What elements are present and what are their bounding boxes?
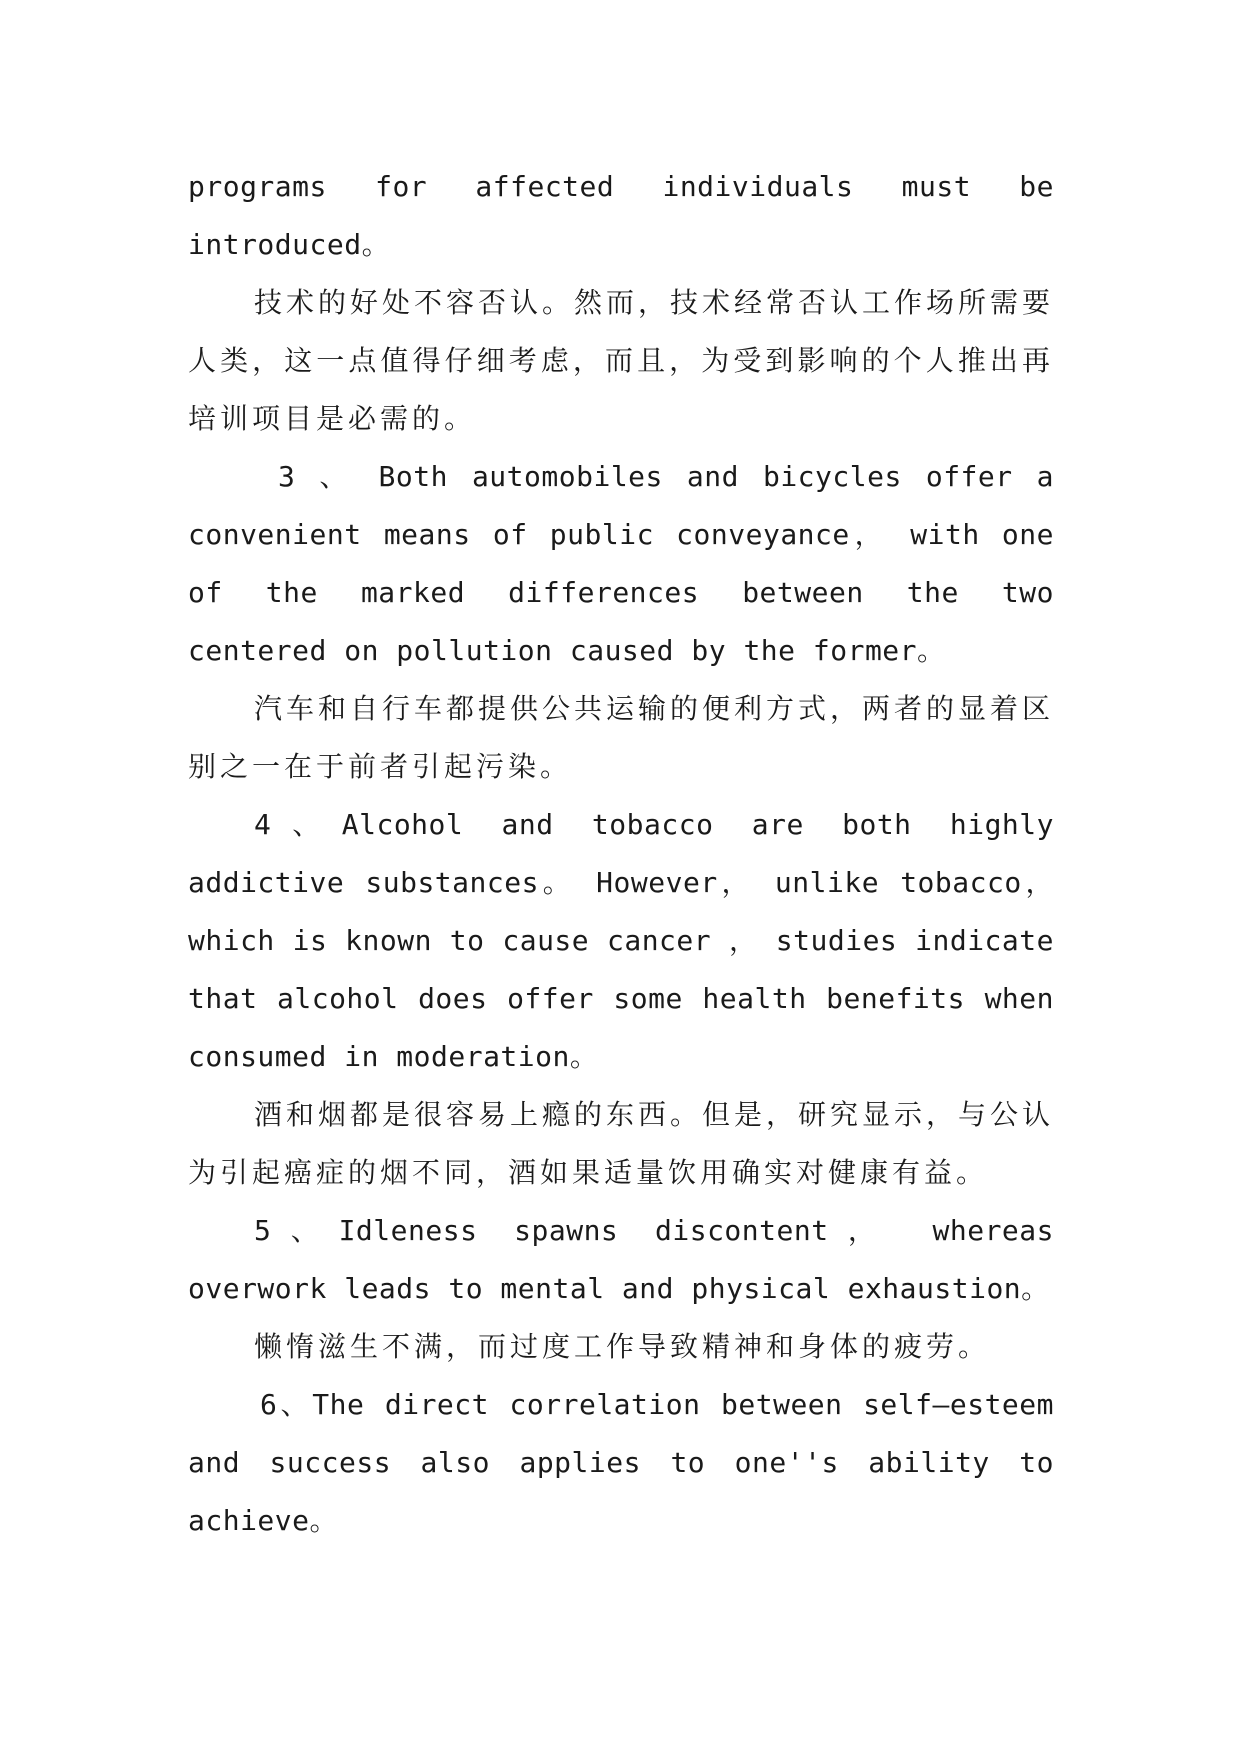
paragraph-vehicles-zh: 汽车和自行车都提供公共运输的便利方式，两者的显着区别之一在于前者引起污染。 xyxy=(188,692,1055,783)
paragraph-alcohol-zh: 酒和烟都是很容易上瘾的东西。但是，研究显示，与公认为引起癌症的烟不同，酒如果适量饮用确实对健康有益。 xyxy=(188,1098,1055,1189)
paragraph-vehicles-en: 3 、 Both automobiles and bicycles offer a convenient means of public conveyance， with one of the marked differences between the two centered on pollution caused by the former。 xyxy=(188,460,1054,667)
paragraph-technology-zh: 技术的好处不容否认。然而，技术经常否认工作场所需要人类，这一点值得仔细考虑，而且，为受到影响的个人推出再培训项目是必需的。 xyxy=(188,286,1055,435)
document-body xyxy=(188,158,1054,1550)
paragraph-idleness-zh: 懒惰滋生不满，而过度工作导致精神和身体的疲劳。 xyxy=(254,1330,991,1363)
paragraph-alcohol-en: 4、Alcohol and tobacco are both highly addictive substances。 However， unlike tobacco， which is known to cause cancer ， studies indicate that alcohol does offer some health benefits when consumed in moderation。 xyxy=(188,808,1054,1073)
paragraph-self-esteem-en: 6、The direct correlation between self—esteem and success also applies to one''s ability to achieve。 xyxy=(188,1388,1054,1537)
paragraph-retraining-en: programs for affected individuals must be introduced。 xyxy=(188,170,1054,261)
paragraph-idleness-en: 5、Idleness spawns discontent， whereas overwork leads to mental and physical exhaustion。 xyxy=(188,1214,1054,1305)
